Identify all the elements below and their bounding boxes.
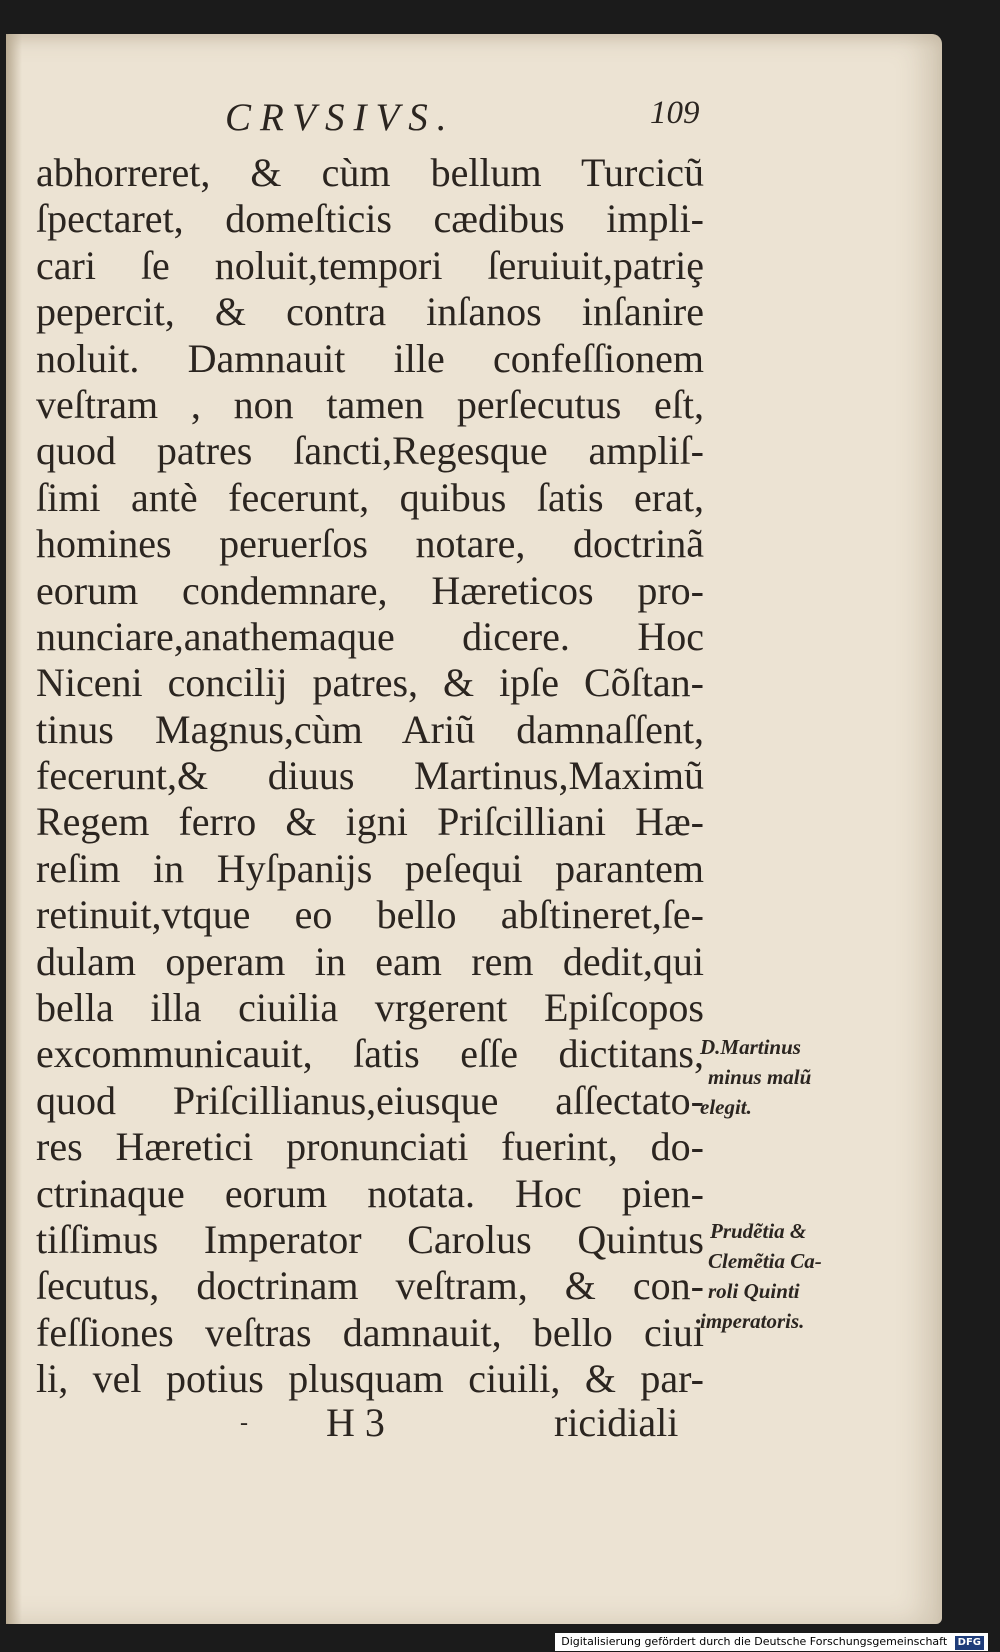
digitization-footer [555,1633,988,1651]
text-line: homines peruerſos notare, doctrinã [36,521,704,567]
dfg-logo: DFG [955,1636,984,1650]
text-line: dulam operam in eam rem dedit,qui [36,938,704,984]
text-line: li, vel potius plusquam ciuili, & par- [36,1356,704,1402]
text-line: ſecutus, doctrinam veſtram, & con- [36,1263,704,1309]
page-gutter-shadow [6,34,22,1624]
text-line: retinuit,vtque eo bello abſtineret,ſe- [36,892,704,938]
text-line: bella illa ciuilia vrgerent Epiſcopos [36,985,704,1031]
text-line: ſpectaret, domeſticis cædibus impli- [36,196,704,242]
marginal-line: D.Martinus [700,1035,801,1059]
text-line: ſimi antè fecerunt, quibus ſatis erat, [36,474,704,520]
page-number: 109 [650,95,700,131]
marginal-note-carolus [700,1216,822,1336]
text-line: pepercit, & contra inſanos inſanire [36,289,704,335]
text-line: quod patres ſancti,Regesque ampliſ- [36,428,704,474]
text-line: fecerunt,& diuus Martinus,Maximũ [36,753,704,799]
text-line: Regem ferro & igni Priſcilliani Hæ- [36,799,704,845]
marginal-line: Prudẽtia & [710,1219,807,1243]
marginal-note-martinus [700,1032,811,1122]
text-line: ctrinaque eorum notata. Hoc pien- [36,1170,704,1216]
text-line: res Hæretici pronunciati fuerint, do- [36,1124,704,1170]
text-line: nunciare,anathemaque dicere. Hoc [36,613,704,659]
running-head: CRVSIVS. [225,96,456,139]
text-line: Niceni concilij patres, & ipſe Cõſtan- [36,660,704,706]
catchword: ricidiali [554,1400,679,1445]
footer-text: Digitalisierung gefördert durch die Deutsche Forschungsgemeinschaft [561,1635,948,1648]
catchline-mark: - [240,1410,248,1436]
marginal-line: elegit. [700,1095,752,1119]
text-line: veſtram , non tamen perſecutus eſt, [36,381,704,427]
marginal-line: Clemẽtia Ca- [708,1249,822,1273]
text-line: eorum condemnare, Hæreticos pro- [36,567,704,613]
marginal-line: roli Quinti [708,1279,800,1303]
text-line: cari ſe noluit,tempori ſeruiuit,patriȩ [36,242,704,288]
text-line: excommunicauit, ſatis eſſe dictitans, [36,1031,704,1077]
text-line: tinus Magnus,cùm Ariũ damnaſſent, [36,706,704,752]
signature-mark: H 3 [326,1400,385,1445]
text-line: reſim in Hyſpanijs peſequi parantem [36,845,704,891]
text-line: tiſſimus Imperator Carolus Quintus [36,1216,704,1262]
text-line: feſſiones veſtras damnauit, bello ciui [36,1309,704,1355]
marginal-line: minus malũ [708,1065,812,1089]
text-line: quod Priſcillianus,eiusque aſſectato- [36,1077,704,1123]
text-line: abhorreret, & cùm bellum Turcicũ [36,150,704,195]
text-line: noluit. Damnauit ille confeſſionem [36,335,704,381]
catchline [36,1400,704,1446]
body-text [36,150,704,1403]
marginal-line: imperatoris. [700,1309,805,1333]
